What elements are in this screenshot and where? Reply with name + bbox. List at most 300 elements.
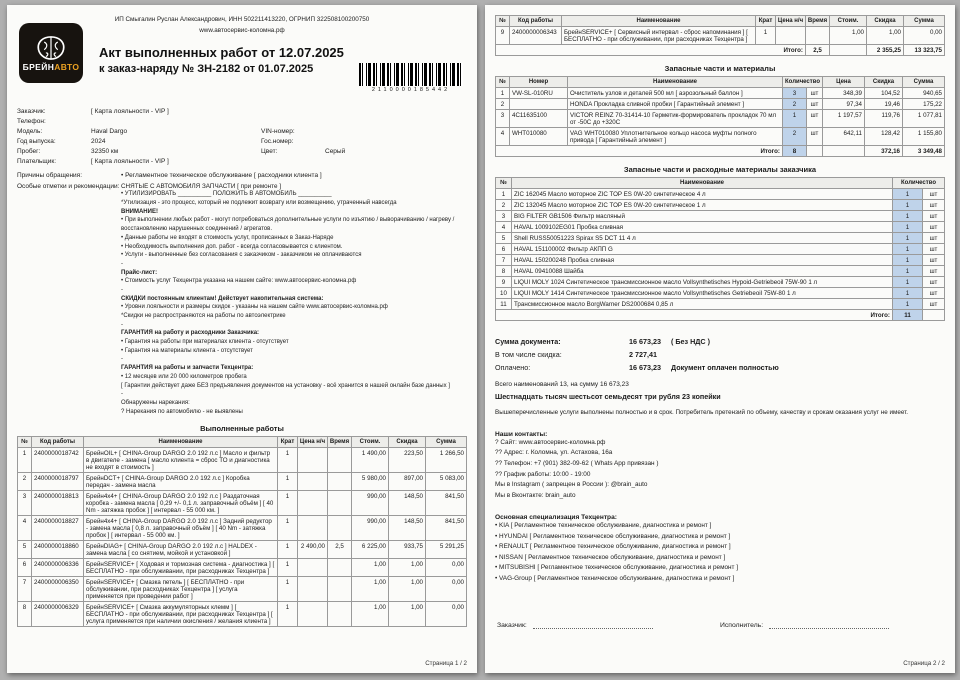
parts-table-title: Запасные части и материалы xyxy=(664,64,776,73)
cell-time: 2,5 xyxy=(328,541,352,559)
cell-discount: 128,42 xyxy=(865,128,903,146)
note-line: • Данные работы не входят в стоимость услуг, прописанных в Заказ-Наряде xyxy=(121,234,334,241)
acceptance-text: Вышеперечисленные услуги выполнены полностью и в срок. Потребитель претензий по объему, качеству и срокам оказания услуг не имеет. xyxy=(495,409,909,416)
parts-header-row xyxy=(496,77,945,88)
cell-unit: шт xyxy=(807,110,823,128)
note-line: • Услуги - выполненные без согласования с заказчиком - заказчиком не оплачиваются xyxy=(121,252,362,259)
note-line: ? Нарекания по автомобилю - не выявлены xyxy=(121,408,243,415)
customer-parts-table xyxy=(495,177,945,321)
cell-qty: 1 xyxy=(893,189,923,200)
works-row xyxy=(18,516,467,541)
info-label: Год выпуска: xyxy=(17,138,56,146)
brain-icon xyxy=(34,35,68,61)
customer-parts-row xyxy=(496,189,945,200)
cell-name: БрейнOIL+ [ CHINA-Group DARGO 2.0 192 л.с ] Масло и фильтр в двигателе - замена [ масло клиента = сброс ТО и диагностика не входят в стоимость ] xyxy=(84,448,278,473)
info-label: Заказчик: xyxy=(17,108,46,115)
cell-num: 8 xyxy=(496,266,512,277)
cell-num: 4 xyxy=(496,128,510,146)
cell-sum: 5 083,00 xyxy=(426,473,467,491)
page-1 xyxy=(7,5,477,673)
cell-qty: 1 xyxy=(893,277,923,288)
note-line: *Утилизация - это процесс, который не подлежит возврату или возмещению, утраченный навсегда xyxy=(121,200,397,207)
parts-row xyxy=(496,88,945,99)
specialization-line: • MITSUBISHI [ Регламентное техническое обслуживание, диагностика и ремонт ] xyxy=(495,564,739,572)
info-value-2 xyxy=(325,117,467,127)
customer-total-label: Итого: xyxy=(496,310,893,321)
logo-text-auto: АВТО xyxy=(54,61,80,72)
removed-parts-line: СНЯТЫЕ С АВТОМОБИЛЯ ЗАПЧАСТИ [ при ремонте ] xyxy=(121,183,281,191)
info-value-2 xyxy=(325,137,467,147)
cell-sum: 940,65 xyxy=(903,88,945,99)
note-line: • 12 месяцев или 20 000 километров пробега xyxy=(121,373,247,380)
cell-cost: 1,00 xyxy=(352,577,389,602)
note-line: - xyxy=(121,391,123,398)
cell-discount: 933,75 xyxy=(389,541,426,559)
cell-cost: 1,00 xyxy=(352,559,389,577)
barcode-block xyxy=(359,63,463,93)
cell-price: 97,34 xyxy=(823,99,865,110)
cell-code: 2400000018827 xyxy=(32,516,84,541)
parts-total-discount: 372,16 xyxy=(865,146,903,157)
works-row xyxy=(18,473,467,491)
note-line: • УТИЛИЗИРОВАТЬ __________ ПОЛОЖИТЬ В АВТОМОБИЛЬ __________ xyxy=(121,191,332,198)
cell-num: 4 xyxy=(18,516,32,541)
cell-discount: 148,50 xyxy=(389,491,426,516)
cell-name: VICTOR REINZ 70-31414-10 Герметик-формирователь прокладок 70 мл от -50С до +320С xyxy=(568,110,783,128)
cell-num: 11 xyxy=(496,299,512,310)
cell-unit: шт xyxy=(923,244,945,255)
note-line: ВНИМАНИЕ! xyxy=(121,208,158,215)
note-line: [ Гарантии действует даже БЕЗ предъявления документов на установку - всё хранится в нашей онлайн базе данных ] xyxy=(121,382,450,389)
cell-unit: шт xyxy=(923,222,945,233)
parts-total-label: Итого: xyxy=(496,146,783,157)
cell-rate xyxy=(298,473,328,491)
cell-qty: 1 xyxy=(756,27,776,45)
cell-sum: 0,00 xyxy=(426,577,467,602)
works-col-discount: Скидка xyxy=(389,437,426,448)
cell-num: 8 xyxy=(18,602,32,627)
customer-parts-row xyxy=(496,211,945,222)
cell-num: 9 xyxy=(496,27,510,45)
company-website: www.автосервис-коломна.рф xyxy=(199,26,285,34)
cell-sum: 5 291,25 xyxy=(426,541,467,559)
special-notes-content xyxy=(121,183,467,416)
works-row xyxy=(18,602,467,627)
info-value-2 xyxy=(325,127,467,137)
cell-unit: шт xyxy=(923,255,945,266)
cell-time xyxy=(328,577,352,602)
cell-rate xyxy=(776,27,806,45)
cell-qty: 2 xyxy=(783,99,807,110)
parts-row xyxy=(496,128,945,146)
cell-name: HAVAL 150200248 Пробка сливная xyxy=(512,255,893,266)
cell-name: БрейнDCT+ [ CHINA-Group DARGO 2.0 192 л.с ] Коробка передач - замена масла xyxy=(84,473,278,491)
note-line: • Гарантия на материалы клиента - отсутствует xyxy=(121,347,253,354)
cell-unit: шт xyxy=(807,128,823,146)
contacts-list xyxy=(495,438,945,501)
cell-discount: 1,00 xyxy=(867,27,904,45)
customer-parts-total-row xyxy=(496,310,945,321)
document-title-line2: к заказ-наряду № ЗН-2182 от 01.07.2025 xyxy=(99,63,314,75)
cell-unit: шт xyxy=(923,277,945,288)
works-row xyxy=(18,491,467,516)
doc-sum-note: ( Без НДС ) xyxy=(670,337,710,346)
customer-parts-title: Запасные части и расходные материалы заказчика xyxy=(623,165,817,174)
cell-price: 348,39 xyxy=(823,88,865,99)
customer-parts-row xyxy=(496,299,945,310)
cell-name: ZIC 132045 Масло моторное ZIC TOP ES 0W-20 синтетическое 1 л xyxy=(512,200,893,211)
note-line: • Необходимость выполнения доп. работ - всегда согласовывается с клиентом. xyxy=(121,243,343,250)
cell-time xyxy=(806,27,830,45)
info-label: Пробег: xyxy=(17,148,41,156)
cell-qty: 1 xyxy=(893,255,923,266)
info-row xyxy=(17,107,467,117)
customer-parts-row xyxy=(496,233,945,244)
cell-time xyxy=(328,516,352,541)
company-requisites: ИП Смыгалин Руслан Александрович, ИНН 502211413220, ОГРНИП 322508100200750 xyxy=(114,16,370,23)
doc-sum-value: 16 673,23 xyxy=(629,337,661,346)
cell-code: 2400000018742 xyxy=(32,448,84,473)
info-label: Плательщик: xyxy=(17,158,57,166)
cell-name: HAVAL 09410088 Шайба xyxy=(512,266,893,277)
cell-qty: 1 xyxy=(893,288,923,299)
works-total-discount: 2 355,25 xyxy=(867,45,904,56)
cell-name: HONDA Прокладка сливной пробки [ Гарантийный элемент ] xyxy=(568,99,783,110)
cell-discount: 1,00 xyxy=(389,602,426,627)
cell-qty: 1 xyxy=(893,266,923,277)
cell-time xyxy=(328,473,352,491)
works-row xyxy=(18,541,467,559)
note-line: • При выполнении любых работ - могут потребоваться дополнительные услуги по изъятию / выворачиванию / нагреву / восстановлению нарушенных соединений / агрегатов. xyxy=(121,217,455,233)
customer-total-qty: 11 xyxy=(893,310,923,321)
parts-total-row xyxy=(496,146,945,157)
cell-qty: 1 xyxy=(893,211,923,222)
works-col-cost: Стоим. xyxy=(352,437,389,448)
cell-num: 2 xyxy=(496,200,512,211)
doc-sum-label: Сумма документа: xyxy=(495,337,561,346)
works-col-name: Наименование xyxy=(562,16,756,27)
cell-code: 4C11635100 xyxy=(510,110,568,128)
cell-unit: шт xyxy=(923,200,945,211)
customer-parts-row xyxy=(496,244,945,255)
cell-qty: 1 xyxy=(893,222,923,233)
cell-discount: 897,00 xyxy=(389,473,426,491)
paid-note: Документ оплачен полностью xyxy=(670,363,779,372)
info-label: Модель: xyxy=(17,128,43,136)
cell-discount: 119,76 xyxy=(865,110,903,128)
discount-value: 2 727,41 xyxy=(629,350,657,359)
cell-sum: 175,22 xyxy=(903,99,945,110)
contacts-title: Наши контакты: xyxy=(495,430,548,438)
cell-name: БрейнSERVICE+ [ Смазка аккумуляторных клемм ] [ БЕСПЛАТНО - при обслуживании, при расходниках Техцентра ] [ услуга применяется при наличии окисления / желания клиента ] xyxy=(84,602,278,627)
cell-num: 3 xyxy=(18,491,32,516)
works-col-discount: Скидка xyxy=(867,16,904,27)
parts-row xyxy=(496,99,945,110)
contact-line: Мы в Вконтакте: brain_auto xyxy=(495,491,576,499)
works-col-num: № xyxy=(18,437,32,448)
customer-parts-row xyxy=(496,266,945,277)
contact-line: ?? График работы: 10:00 - 19:00 xyxy=(495,470,591,478)
note-line: - xyxy=(121,321,123,328)
cell-name: LIQUI MOLY 1024 Синтетическое трансмиссионное масло Vollsynthetisches Hypoid-Getriebeoil 75W-90 1 л xyxy=(512,277,893,288)
note-line: СКИДКИ постоянным клиентам! Действует накопительная система: xyxy=(121,295,324,302)
logo-text xyxy=(23,63,80,72)
cell-discount: 19,46 xyxy=(865,99,903,110)
specialization-list xyxy=(495,521,945,584)
cell-name: LIQUI MOLY 1414 Синтетическое трансмиссионное масло Vollsynthetisches Getriebeoil 75W-80 1 л xyxy=(512,288,893,299)
works-total-label: Итого: xyxy=(496,45,806,56)
cell-num: 2 xyxy=(496,99,510,110)
parts-col-num: № xyxy=(496,77,510,88)
cell-name: HAVAL 151100002 Фильтр АКПП G xyxy=(512,244,893,255)
cell-sum: 0,00 xyxy=(426,602,467,627)
page-2 xyxy=(485,5,955,673)
works-row xyxy=(18,577,467,602)
works-total-sum: 13 323,75 xyxy=(904,45,945,56)
specialization-line: • NISSAN [ Регламентное техническое обслуживание, диагностика и ремонт ] xyxy=(495,553,726,561)
info-row xyxy=(17,127,467,137)
note-line: - xyxy=(121,286,123,293)
cell-sum: 1 266,50 xyxy=(426,448,467,473)
page2-footer: Страница 2 / 2 xyxy=(903,660,945,667)
cell-cost: 990,00 xyxy=(352,516,389,541)
page1-footer: Страница 1 / 2 xyxy=(425,660,467,667)
cell-discount: 148,50 xyxy=(389,516,426,541)
customer-signature-line xyxy=(533,621,653,629)
works-cont-header-row xyxy=(496,16,945,27)
parts-row xyxy=(496,110,945,128)
works-table xyxy=(17,436,467,627)
cell-sum: 1 077,81 xyxy=(903,110,945,128)
cell-cost: 5 980,00 xyxy=(352,473,389,491)
works-col-code: Код работы xyxy=(32,437,84,448)
info-value: [ Карта лояльности - VIP ] xyxy=(91,158,169,166)
cell-name: ZIC 162045 Масло моторное ZIC TOP ES 0W-20 синтетическое 4 л xyxy=(512,189,893,200)
cell-time xyxy=(328,602,352,627)
cell-unit: шт xyxy=(807,99,823,110)
info-row xyxy=(17,157,467,167)
note-line: • Гарантия на работы при материалах клиента - отсутствует xyxy=(121,339,289,346)
barcode-number: 2110000185442 xyxy=(371,87,451,93)
customer-parts-row xyxy=(496,277,945,288)
works-col-name: Наименование xyxy=(84,437,278,448)
cell-code: 2400000006343 xyxy=(510,27,562,45)
works-col-time: Время xyxy=(806,16,830,27)
page1-header xyxy=(17,15,467,103)
cell-num: 2 xyxy=(18,473,32,491)
works-header-row xyxy=(18,437,467,448)
cell-name: БрейнSERVICE+ [ Смазка петель ] [ БЕСПЛАТНО - при обслуживании, при расходниках Техцентра ] [ услуга применяется при проведении работ ] xyxy=(84,577,278,602)
cell-name: Брейн4x4+ [ CHINA-Group DARGO 2.0 192 л.с ] Задний редуктор - замена масла [ 0,8 л. заправочный объём ] [ 40 Nm - затяжка пробок ] [ интервал - 55 000 км. ] xyxy=(84,516,278,541)
works-col-rate: Цена н/ч xyxy=(776,16,806,27)
info-value: [ Карта лояльности - VIP ] xyxy=(91,108,169,115)
cell-name: Брейн4x4+ [ CHINA-Group DARGO 2.0 192 л.с ] Раздаточная коробка - замена масла [ 0,29 +/- 0,1 л. заправочный объём ] [ 40 Nm - затяжка пробок ] [ интервал - 55 000 км. ] xyxy=(84,491,278,516)
logo-text-brain: БРЕЙН xyxy=(22,61,55,72)
info-value: Haval Dargo xyxy=(91,128,128,136)
cell-rate xyxy=(298,559,328,577)
works-total-cost xyxy=(830,45,867,56)
cell-num: 3 xyxy=(496,110,510,128)
cell-code: 2400000006350 xyxy=(32,577,84,602)
info-label-2: VIN-номер: xyxy=(261,128,295,136)
cell-name: БрейнSERVICE+ [ Сервисный интервал - сброс напоминания ] [ БЕСПЛАТНО - при обслуживании, при расходниках Техцентра ] xyxy=(562,27,756,45)
discount-label: В том числе скидка: xyxy=(495,350,562,359)
discount-row xyxy=(495,350,945,359)
visit-reasons xyxy=(17,172,467,179)
cell-num: 1 xyxy=(496,189,512,200)
cell-qty: 1 xyxy=(893,299,923,310)
document-title xyxy=(99,45,344,75)
cell-name: Очиститель узлов и деталей 500 мл [ аэрозольный баллон ] xyxy=(568,88,783,99)
parts-total-price xyxy=(823,146,865,157)
cell-code: VW-SL-010RU xyxy=(510,88,568,99)
signatures xyxy=(497,621,943,629)
note-line: - xyxy=(121,260,123,267)
paid-label: Оплачено: xyxy=(495,363,531,372)
executor-signature-label: Исполнитель: xyxy=(720,622,764,629)
cell-unit: шт xyxy=(923,299,945,310)
cell-qty: 3 xyxy=(783,88,807,99)
info-label-2: Гос.номер: xyxy=(261,138,294,146)
info-value-2 xyxy=(325,107,467,117)
note-line: Обнаружены нарекания: xyxy=(121,399,190,406)
works-col-num: № xyxy=(496,16,510,27)
special-notes-label: Особые отметки и рекомендации: xyxy=(17,183,120,191)
cell-qty: 1 xyxy=(278,448,298,473)
cell-code: 2400000018797 xyxy=(32,473,84,491)
cell-unit: шт xyxy=(923,266,945,277)
works-col-code: Код работы xyxy=(510,16,562,27)
cell-discount: 1,00 xyxy=(389,559,426,577)
cell-sum: 841,50 xyxy=(426,516,467,541)
parts-col-price: Цена xyxy=(823,77,865,88)
cell-qty: 1 xyxy=(893,200,923,211)
cell-rate xyxy=(298,602,328,627)
cell-time xyxy=(328,491,352,516)
works-row xyxy=(18,448,467,473)
cell-code xyxy=(510,99,568,110)
parts-col-code: Номер xyxy=(510,77,568,88)
cell-num: 5 xyxy=(496,233,512,244)
cell-qty: 1 xyxy=(278,602,298,627)
cell-num: 6 xyxy=(496,244,512,255)
summary-block xyxy=(495,337,945,418)
note-line: Прайс-лист: xyxy=(121,269,158,276)
parts-col-discount: Скидка xyxy=(865,77,903,88)
parts-total-qty: 8 xyxy=(783,146,807,157)
cell-time xyxy=(328,559,352,577)
info-label: Телефон: xyxy=(17,118,46,126)
cell-sum: 0,00 xyxy=(426,559,467,577)
cell-rate xyxy=(298,516,328,541)
cell-code: 2400000006329 xyxy=(32,602,84,627)
cell-sum: 841,50 xyxy=(426,491,467,516)
cell-unit: шт xyxy=(923,189,945,200)
cell-discount: 104,52 xyxy=(865,88,903,99)
cell-price: 1 197,57 xyxy=(823,110,865,128)
works-col-qty: Крат xyxy=(278,437,298,448)
customer-parts-row xyxy=(496,200,945,211)
contact-line: ?? Телефон: +7 (901) 382-09-62 ( Whats App привязан ) xyxy=(495,459,659,467)
cell-num: 1 xyxy=(496,88,510,99)
visit-reasons-value: • Регламентное техническое обслуживание [ расходники клиента ] xyxy=(121,172,322,180)
works-col-qty: Крат xyxy=(756,16,776,27)
doc-sum-row xyxy=(495,337,945,346)
customer-total-unit xyxy=(923,310,945,321)
note-line: • Стоимость услуг Техцентра указана на нашем сайте: www.автосервис-коломна.рф xyxy=(121,278,357,285)
contact-line: ? Сайт: www.автосервис-коломна.рф xyxy=(495,438,606,446)
barcode-icon xyxy=(359,63,463,86)
works-row xyxy=(18,559,467,577)
amount-in-words: Шестнадцать тысяч шестьсот семьдесят три рубля 23 копейки xyxy=(495,392,721,401)
cell-name: Shell RUSS50051223 Spirax S5 DCT 11 4 л xyxy=(512,233,893,244)
cell-time xyxy=(328,448,352,473)
parts-table xyxy=(495,76,945,157)
notes-list xyxy=(121,190,467,416)
cell-qty: 1 xyxy=(278,516,298,541)
note-line: ГАРАНТИЯ на работы и запчасти Техцентра: xyxy=(121,365,254,372)
cell-qty: 2 xyxy=(783,128,807,146)
cell-code: 2400000018860 xyxy=(32,541,84,559)
executor-signature xyxy=(720,621,943,629)
note-line: *Скидки не распространяются на работы по автоэлектрике xyxy=(121,313,286,319)
cell-cost: 990,00 xyxy=(352,491,389,516)
specialization-line: • RENAULT [ Регламентное техническое обслуживание, диагностика и ремонт ] xyxy=(495,543,731,551)
parts-col-qty: Количество xyxy=(783,77,823,88)
cell-sum: 0,00 xyxy=(904,27,945,45)
works-total-row xyxy=(496,45,945,56)
cell-code: 2400000018813 xyxy=(32,491,84,516)
cell-num: 9 xyxy=(496,277,512,288)
cell-cost: 1 490,00 xyxy=(352,448,389,473)
specialization-title: Основная специализация Техцентра: xyxy=(495,514,617,522)
cell-name: БрейнDIAG+ [ CHINA-Group DARGO 2.0 192 л.с ] HALDEX - замена масла [ со снятием, мойкой и установкой ] xyxy=(84,541,278,559)
customer-col-name: Наименование xyxy=(512,178,893,189)
cell-qty: 1 xyxy=(278,577,298,602)
cell-rate xyxy=(298,491,328,516)
customer-col-num: № xyxy=(496,178,512,189)
note-line: • Уровни лояльности и размеры скидок - указаны на нашем сайте www.автосервис-коломна.рф xyxy=(121,304,388,311)
info-value-2: Серый xyxy=(325,148,346,156)
cell-num: 7 xyxy=(496,255,512,266)
customer-parts-row xyxy=(496,222,945,233)
vehicle-info xyxy=(17,107,467,167)
info-value-2 xyxy=(325,157,467,167)
cell-num: 10 xyxy=(496,288,512,299)
customer-parts-row xyxy=(496,288,945,299)
document-title-line1: Акт выполненных работ от 12.07.2025 xyxy=(99,45,344,60)
customer-parts-row xyxy=(496,255,945,266)
special-notes xyxy=(17,183,467,416)
note-line: ГАРАНТИЯ на работу и расходники Заказчика: xyxy=(121,330,260,337)
cell-qty: 1 xyxy=(893,244,923,255)
cell-num: 1 xyxy=(18,448,32,473)
cell-unit: шт xyxy=(807,88,823,99)
info-value xyxy=(91,117,261,127)
specialization-line: • HYUNDAI [ Регламентное техническое обслуживание, диагностика и ремонт ] xyxy=(495,532,731,540)
info-row xyxy=(17,137,467,147)
cell-cost: 1,00 xyxy=(830,27,867,45)
cell-unit: шт xyxy=(923,288,945,299)
paid-value: 16 673,23 xyxy=(629,363,661,372)
cell-qty: 1 xyxy=(783,110,807,128)
info-row xyxy=(17,117,467,127)
cell-qty: 1 xyxy=(278,559,298,577)
info-value: 32350 км xyxy=(91,148,119,156)
info-label-2: Цвет: xyxy=(261,148,278,156)
cell-name: БрейнSERVICE+ [ Ходовая и тормозная система - диагностика ] [ БЕСПЛАТНО - при обслуживании, при расходниках Техцентра ] xyxy=(84,559,278,577)
cell-num: 7 xyxy=(18,577,32,602)
